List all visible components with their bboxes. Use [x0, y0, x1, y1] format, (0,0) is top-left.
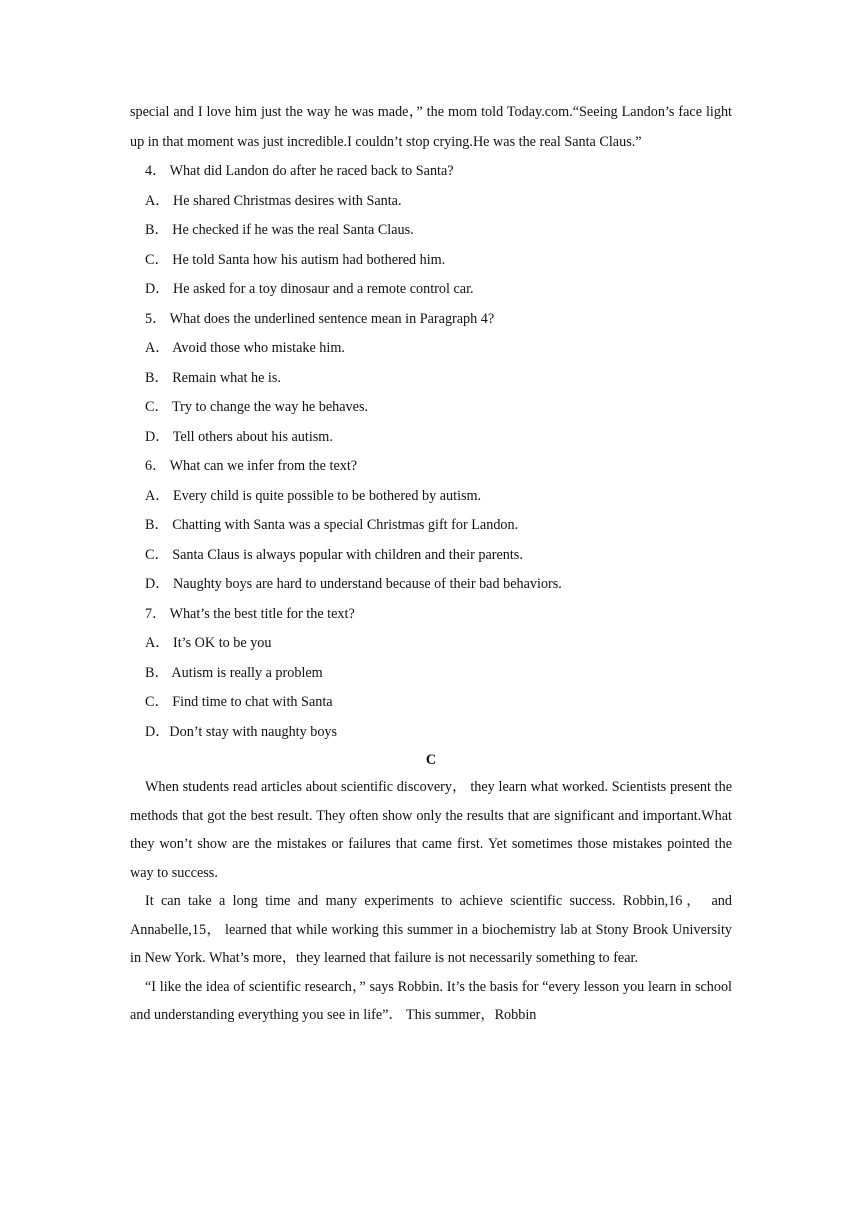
option-a: A． Every child is quite possible to be bothered by autism.: [145, 487, 482, 504]
option-c: C． Try to change the way he behaves.: [145, 399, 369, 415]
option-b: B． Chatting with Santa was a special Christmas gift for Landon.: [145, 517, 519, 533]
option-a: A． Avoid those who mistake him.: [145, 340, 345, 356]
question-4: [130, 157, 732, 305]
question-stem: 4． What did Landon do after he raced back to Santa?: [145, 163, 454, 179]
option-b: B． He checked if he was the real Santa Claus.: [145, 222, 414, 238]
passage-b-closing-paragraph: special and I love him just the way he was made，” the mom told Today.com.“Seeing Landon’s face light up in that moment was just incredible.I couldn’t stop crying.He was the real Santa Claus.”: [130, 104, 732, 150]
option-c: C． Santa Claus is always popular with children and their parents.: [145, 546, 523, 563]
question-6: [130, 452, 732, 600]
question-7: [130, 600, 732, 748]
passage-c-paragraph-3: “I like the idea of scientific research，” says Robbin. It’s the basis for “every lesson you learn in school and understanding everything you see in life”． This summer，Robbin: [130, 978, 732, 1023]
section-title-c: C: [425, 752, 437, 768]
option-d: D． Naughty boys are hard to understand because of their bad behaviors.: [145, 576, 562, 592]
passage-c-paragraph-1: When students read articles about scientific discovery， they learn what worked. Scientists present the methods that got the best result. They often show only the results that are significant and important.What they won’t show are the mistakes or failures that came first. Yet sometimes those mistakes pointed the way to success.: [130, 779, 732, 881]
option-c: C． Find time to chat with Santa: [145, 694, 333, 710]
option-b: B． Remain what he is.: [145, 369, 281, 386]
option-b: B． Autism is really a problem: [145, 664, 323, 681]
question-stem: 5． What does the underlined sentence mean in Paragraph 4?: [145, 310, 495, 327]
document-page: [130, 98, 732, 1030]
option-d: D． He asked for a toy dinosaur and a remote control car.: [145, 281, 474, 297]
option-d: D．Don’t stay with naughty boys: [145, 723, 338, 740]
question-5: [130, 305, 732, 453]
question-stem: 7． What’s the best title for the text?: [145, 605, 355, 622]
option-c: C． He told Santa how his autism had bothered him.: [145, 251, 446, 268]
option-a: A． It’s OK to be you: [145, 635, 272, 651]
option-d: D． Tell others about his autism.: [145, 428, 333, 445]
option-a: A． He shared Christmas desires with Santa.: [145, 192, 402, 209]
passage-c-paragraph-2: It can take a long time and many experiments to achieve scientific success. Robbin,16， and Annabelle,15， learned that while working this summer in a biochemistry lab at Stony Brook University in New York. What’s more，they learned that failure is not necessarily something to fear.: [130, 893, 732, 966]
question-stem: 6． What can we infer from the text?: [145, 458, 358, 474]
